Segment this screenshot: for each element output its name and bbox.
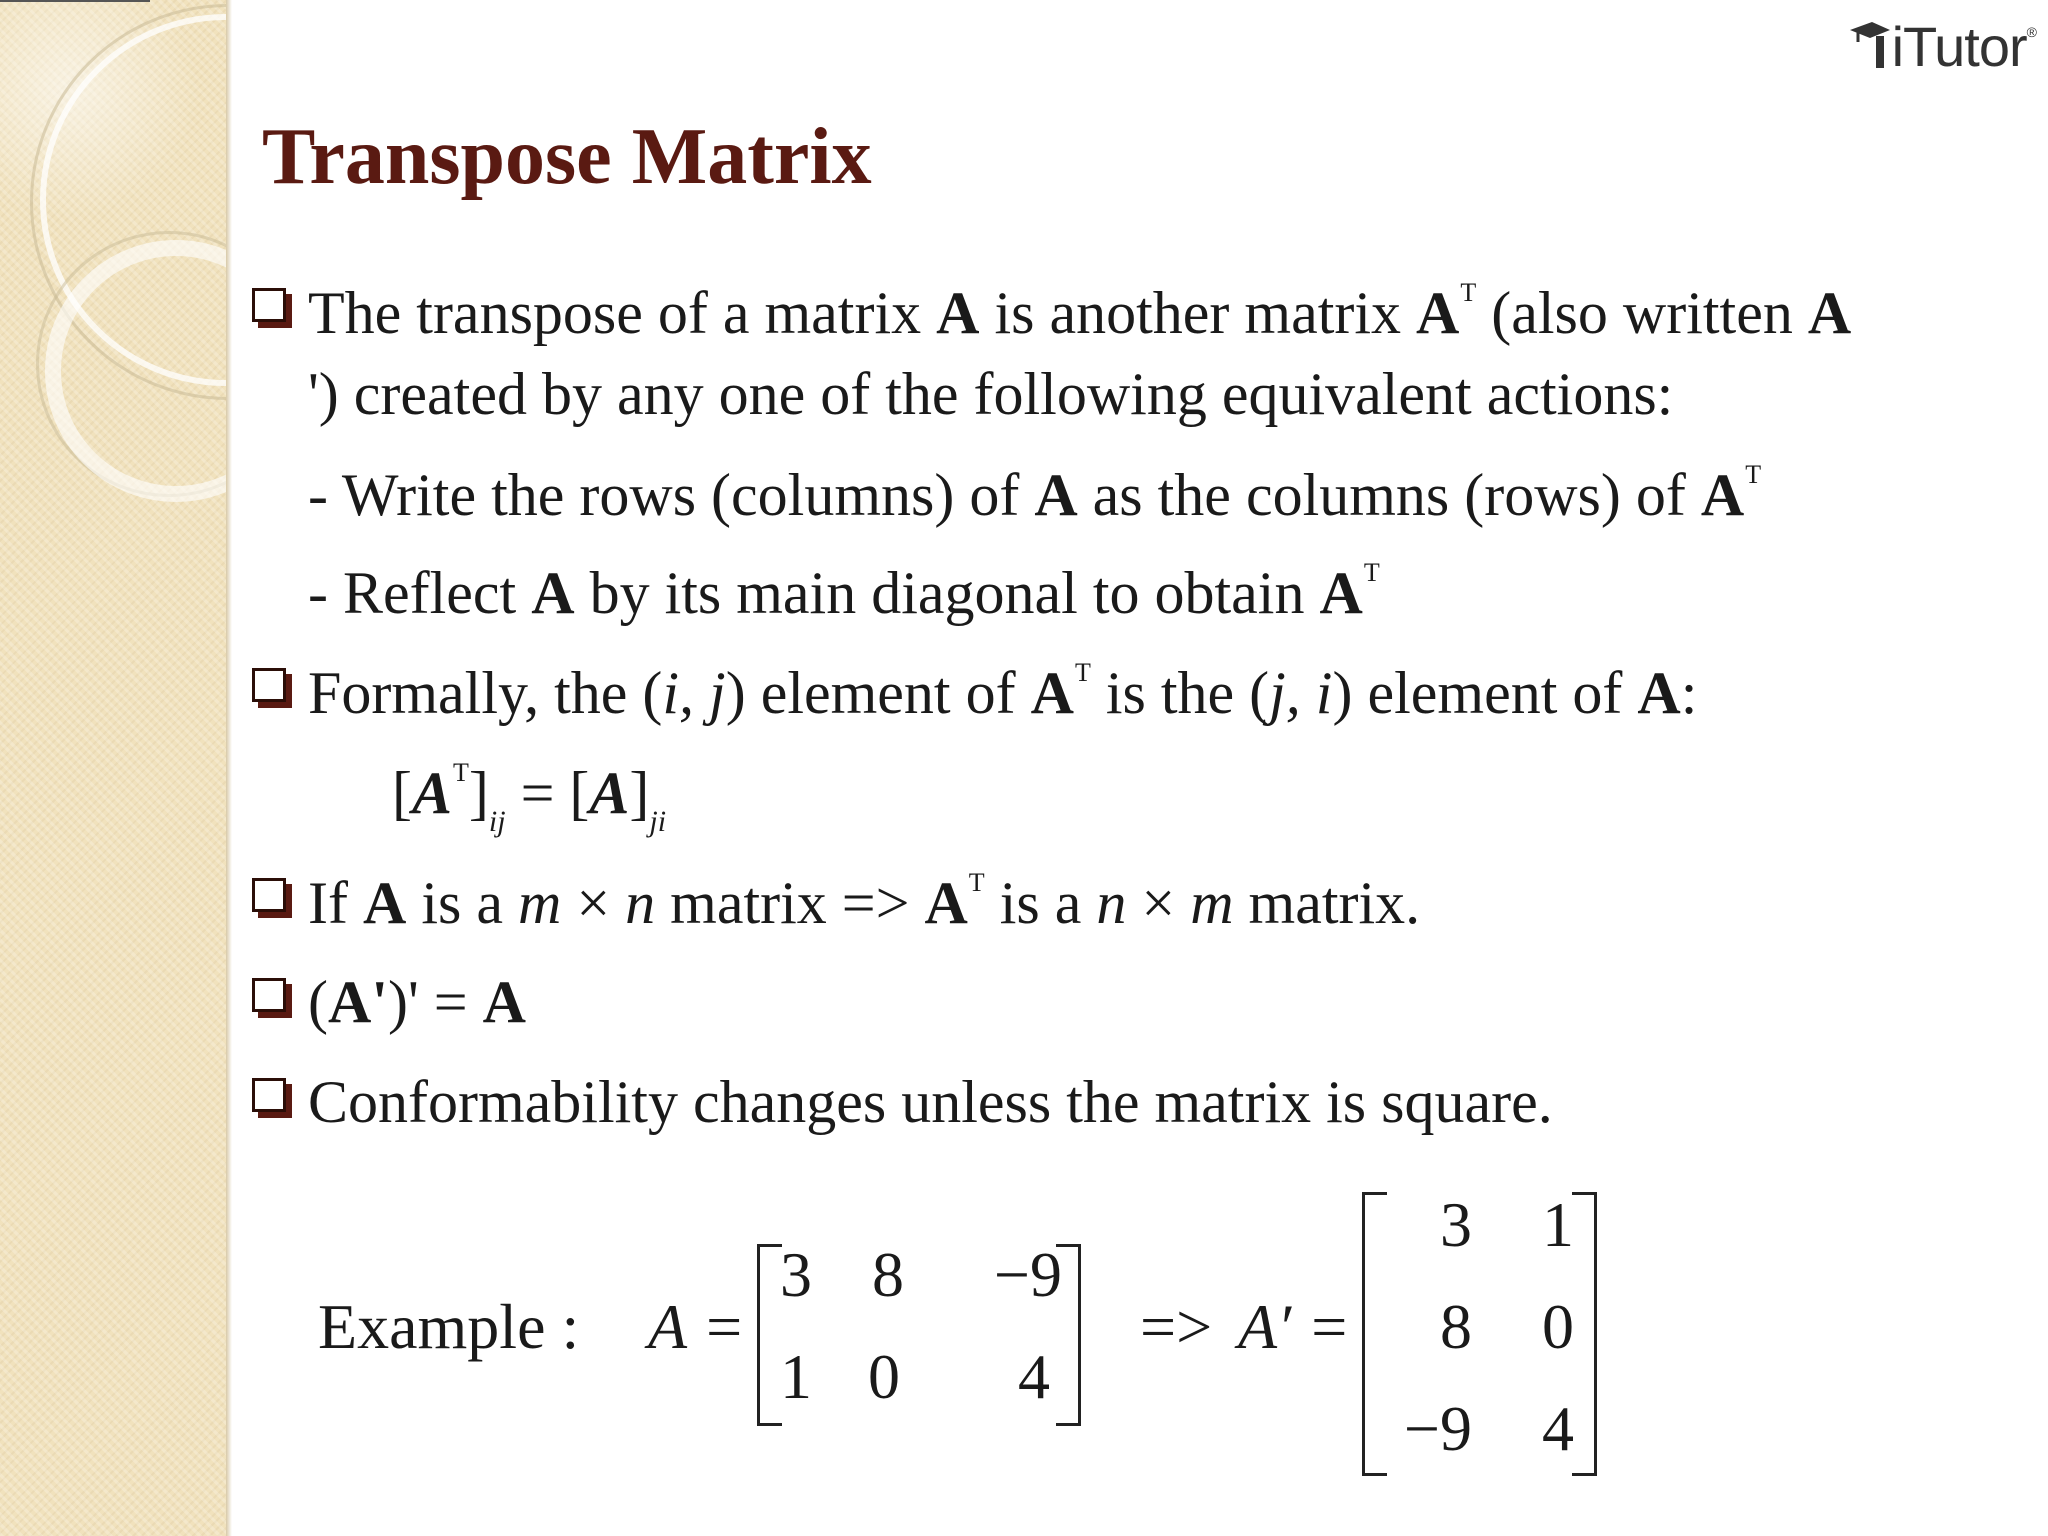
example-lhs-transpose: A′ =	[1238, 1291, 1351, 1362]
sub-item-reflect: - Reflect A by its main diagonal to obtain $A^T$	[308, 558, 1380, 626]
example-label: Example :	[318, 1291, 580, 1362]
bullet-1-line-1: The transpose of a matrix A is another matrix $A^T$ (also written A	[308, 278, 1852, 346]
bullet-3-dimensions: If A is a m × n matrix => $A^T$ is a n × m matrix.	[308, 868, 1421, 936]
checkbox-bullet-icon	[252, 288, 286, 322]
matrix-a-cell: −9	[993, 1239, 1062, 1310]
transpose-formula: $[A^T]_{ij} = [A]_{ji}$	[392, 758, 667, 838]
checkbox-bullet-icon	[252, 978, 286, 1012]
checkbox-bullet-icon	[252, 668, 286, 702]
checkbox-bullet-icon	[252, 878, 286, 912]
slide-title: Transpose Matrix	[262, 113, 872, 201]
logo-text: iTutor	[1891, 15, 2027, 78]
matrix-at-cell: −9	[1403, 1393, 1472, 1464]
matrix-a-cell: 3	[780, 1239, 812, 1310]
matrix-at-cell: 3	[1440, 1189, 1472, 1260]
matrix-at-cell: 4	[1542, 1393, 1574, 1464]
example-lhs: A =	[648, 1291, 746, 1362]
matrix-a-cell: 0	[868, 1341, 900, 1412]
matrix-a-cell: 1	[780, 1341, 812, 1412]
sub-item-write-rows: - Write the rows (columns) of A as the columns (rows) of $A^T$	[308, 460, 1762, 528]
bullet-5-conformability: Conformability changes unless the matrix is square.	[308, 1069, 1553, 1135]
matrix-at-cell: 0	[1542, 1291, 1574, 1362]
logo-registered: ®	[2026, 24, 2036, 40]
example-implies: =>	[1140, 1291, 1213, 1362]
matrix-at-right-bracket	[1572, 1192, 1597, 1476]
bullet-2-formally: Formally, the (i, j) element of $A^T$ is the (j, i) element of A:	[308, 658, 1698, 726]
bullet-4-double-transpose: (A')' = A	[308, 969, 526, 1035]
matrix-at-cell: 8	[1440, 1291, 1472, 1362]
bullet-1-line-2: ') created by any one of the following equivalent actions:	[308, 361, 1674, 427]
matrix-a-cell: 4	[1018, 1341, 1050, 1412]
matrix-a-cell: 8	[872, 1239, 904, 1310]
checkbox-bullet-icon	[252, 1078, 286, 1112]
matrix-at-cell: 1	[1542, 1189, 1574, 1260]
